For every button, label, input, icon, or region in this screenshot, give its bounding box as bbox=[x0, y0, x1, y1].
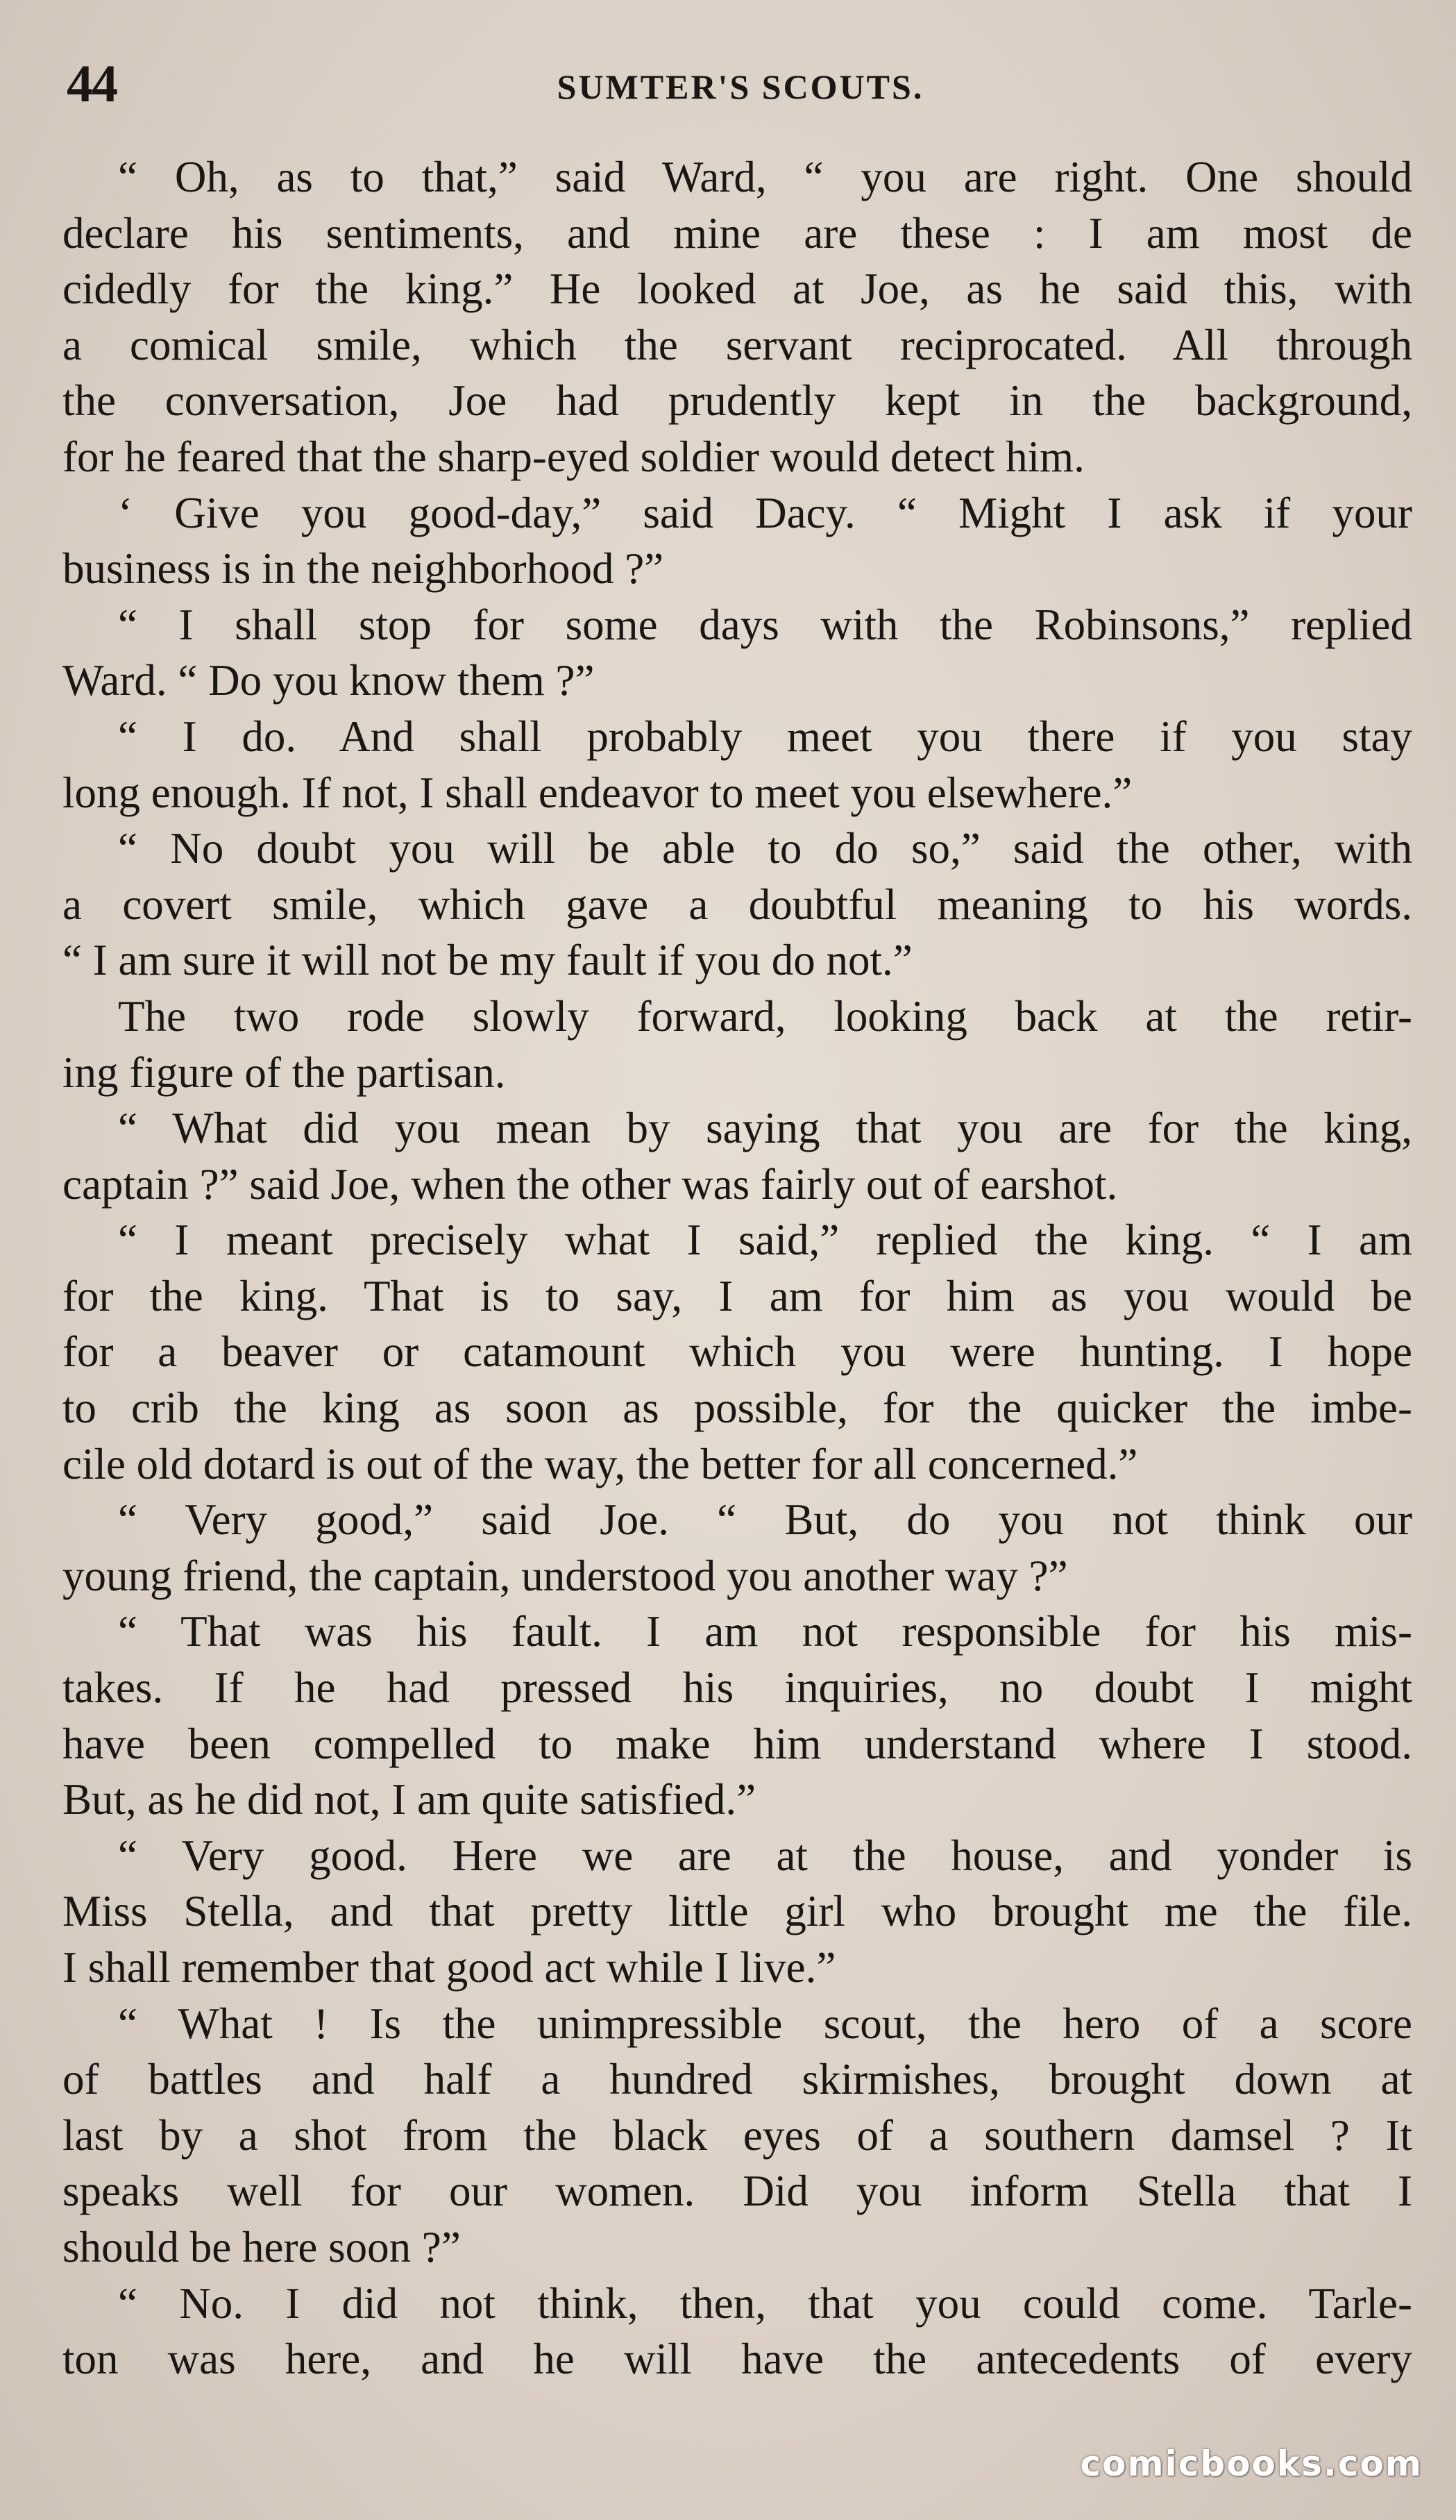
paragraph bbox=[62, 1492, 1412, 1604]
paragraph bbox=[62, 149, 1412, 485]
text-line: The two rode slowly forward, looking back at the retir- bbox=[118, 991, 1412, 1041]
text-line: should be here soon ?” bbox=[62, 2222, 461, 2271]
text-line: cile old dotard is out of the way, the better for all concerned.” bbox=[62, 1439, 1138, 1488]
paragraph bbox=[62, 989, 1412, 1100]
text-line: “ No doubt you will be able to do so,” said the other, with bbox=[118, 824, 1412, 873]
text-line: “ What ! Is the unimpressible scout, the hero of a score bbox=[118, 1999, 1412, 2048]
text-line: for the king. That is to say, I am for him as you would be bbox=[62, 1271, 1412, 1320]
text-line: I shall remember that good act while I live.” bbox=[62, 1943, 836, 1992]
paragraph bbox=[62, 1996, 1412, 2276]
text-line: young friend, the captain, understood you another way ?” bbox=[62, 1551, 1068, 1600]
paragraph bbox=[62, 1828, 1412, 1996]
text-line: a comical smile, which the servant reciprocated. All through bbox=[62, 320, 1412, 369]
text-line: cidedly for the king.” He looked at Joe, as he said this, with bbox=[62, 264, 1412, 314]
body-text bbox=[62, 149, 1412, 2387]
text-line: ing figure of the partisan. bbox=[62, 1048, 506, 1097]
text-line: “ I am sure it will not be my fault if you do not.” bbox=[62, 936, 913, 985]
text-line: “ Oh, as to that,” said Ward, “ you are right. One should bbox=[118, 153, 1412, 201]
text-line: “ I shall stop for some days with the Robinsons,” replied bbox=[118, 600, 1412, 649]
text-line: speaks well for our women. Did you inform Stella that I bbox=[62, 2167, 1412, 2216]
text-line: of battles and half a hundred skirmishes, brought down at bbox=[62, 2055, 1412, 2104]
page-header bbox=[67, 49, 1414, 125]
paragraph bbox=[62, 821, 1412, 989]
running-title: SUMTER'S SCOUTS. bbox=[557, 67, 924, 106]
text-line: “ What did you mean by saying that you are for the king, bbox=[118, 1104, 1412, 1153]
page-number: 44 bbox=[67, 55, 117, 113]
text-line: have been compelled to make him understand where I stood. bbox=[62, 1719, 1412, 1768]
paragraph bbox=[62, 597, 1412, 709]
text-line: business is in the neighborhood ?” bbox=[62, 544, 664, 594]
text-line: Miss Stella, and that pretty little girl who brought me the file. bbox=[62, 1887, 1412, 1936]
text-line: “ I meant precisely what I said,” replied the king. “ I am bbox=[118, 1216, 1412, 1265]
paragraph bbox=[62, 1100, 1412, 1212]
text-line: the conversation, Joe had prudently kept in the background, bbox=[62, 376, 1412, 426]
text-line: last by a shot from the black eyes of a southern damsel ? It bbox=[62, 2110, 1412, 2160]
paragraph bbox=[62, 1212, 1412, 1492]
watermark: comicbooks.com bbox=[1080, 2444, 1423, 2484]
paragraph bbox=[62, 1604, 1412, 1827]
text-line: long enough. If not, I shall endeavor to meet you elsewhere.” bbox=[62, 768, 1133, 817]
text-line: “ No. I did not think, then, that you could come. Tarle- bbox=[118, 2278, 1412, 2328]
text-line: But, as he did not, I am quite satisfied.” bbox=[62, 1775, 756, 1824]
text-line: “ Very good. Here we are at the house, and yonder is bbox=[118, 1831, 1412, 1880]
text-line: for a beaver or catamount which you were hunting. I hope bbox=[62, 1327, 1412, 1377]
text-line: takes. If he had pressed his inquiries, no doubt I might bbox=[62, 1663, 1412, 1713]
text-line: declare his sentiments, and mine are these : I am most de bbox=[62, 208, 1412, 258]
text-line: captain ?” said Joe, when the other was fairly out of earshot. bbox=[62, 1159, 1118, 1209]
text-line: “ I do. And shall probably meet you there if you stay bbox=[118, 712, 1412, 761]
text-line: a covert smile, which gave a doubtful meaning to his words. bbox=[62, 880, 1412, 929]
text-line: “ Very good,” said Joe. “ But, do you not think our bbox=[118, 1495, 1412, 1545]
text-line: ‘ Give you good-day,” said Dacy. “ Might I ask if your bbox=[118, 488, 1412, 537]
text-line: Ward. “ Do you know them ?” bbox=[62, 656, 595, 705]
paragraph bbox=[62, 2276, 1412, 2387]
text-line: to crib the king as soon as possible, for the quicker the imbe- bbox=[62, 1384, 1412, 1433]
paragraph bbox=[62, 485, 1412, 597]
text-line: ton was here, and he will have the antecedents of every bbox=[62, 2335, 1412, 2384]
paragraph bbox=[62, 709, 1412, 821]
text-line: “ That was his fault. I am not responsible for his mis- bbox=[118, 1607, 1412, 1656]
text-line: for he feared that the sharp-eyed soldier would detect him. bbox=[62, 432, 1085, 481]
